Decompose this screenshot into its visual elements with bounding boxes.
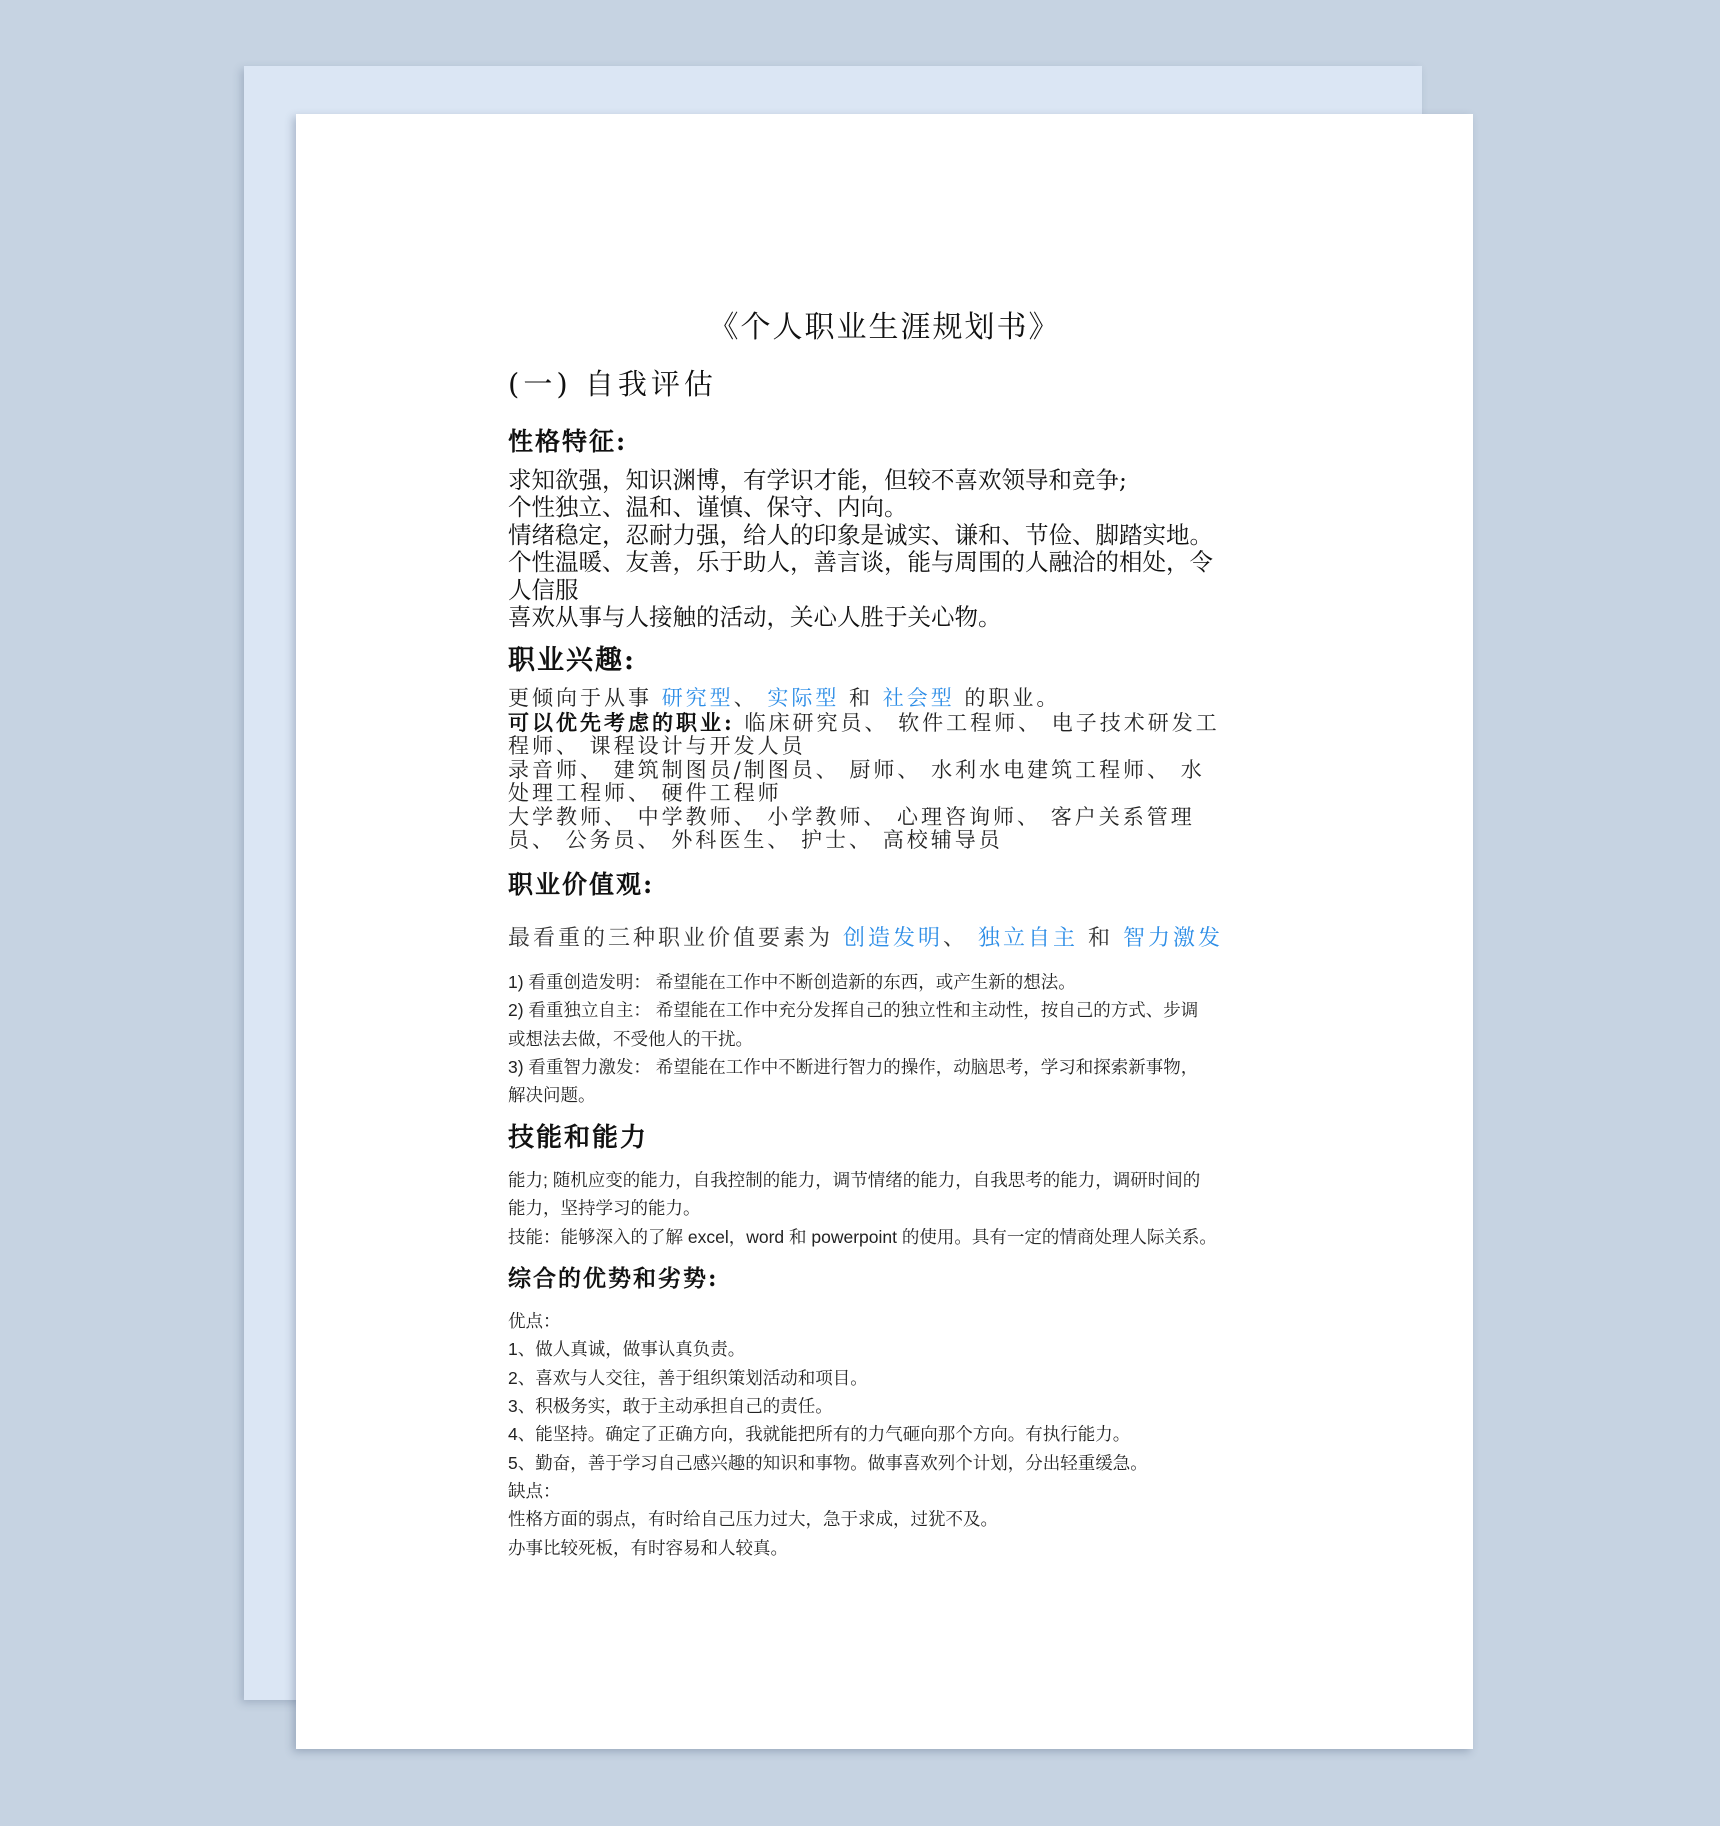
list-item: 或想法去做，不受他人的干扰。 [508, 1028, 753, 1049]
text-line: 人信服 [508, 575, 579, 604]
highlight-type: 实际型 [767, 686, 840, 710]
text-line: 求知欲强，知识渊博，有学识才能，但较不喜欢领导和竞争; [508, 466, 1127, 494]
skills-heading: 技能和能力 [508, 1123, 649, 1153]
highlight-type: 社会型 [882, 686, 955, 710]
careers-line: 程师、 课程设计与开发人员 [508, 734, 806, 758]
list-item: 2) 看重独立自主： 希望能在工作中充分发挥自己的独立性和主动性，按自己的方式、步调 [508, 1000, 1199, 1021]
text: 更倾向于从事 [508, 686, 662, 710]
highlight-value: 创造发明 [843, 926, 944, 951]
text-line: 技能：能够深入的了解 excel，word 和 powerpoint 的使用。具有一定的情商处理人际关系。 [508, 1226, 1217, 1247]
text: 、 [943, 926, 979, 951]
personality-heading: 性格特征: [508, 427, 628, 456]
list-item: 4、能坚持。确定了正确方向，我就能把所有的力气砸向那个方向。有执行能力。 [508, 1424, 1131, 1445]
highlight-value: 独立自主 [978, 926, 1079, 951]
careers-line [508, 711, 1220, 736]
text-line: 情绪稳定，忍耐力强，给人的印象是诚实、谦和、节俭、脚踏实地。 [508, 520, 1213, 549]
text-line: 能力，坚持学习的能力。 [508, 1198, 701, 1219]
text: 、 [733, 686, 768, 710]
text: 和 [839, 686, 883, 710]
list-item: 3、积极务实，敢于主动承担自己的责任。 [508, 1396, 833, 1417]
list-item: 解决问题。 [508, 1085, 596, 1106]
highlight-type: 研究型 [661, 686, 734, 710]
list-item: 5、勤奋，善于学习自己感兴趣的知识和事物。做事喜欢列个计划，分出轻重缓急。 [508, 1452, 1148, 1473]
list-item: 1) 看重创造发明： 希望能在工作中不断创造新的东西，或产生新的想法。 [508, 972, 1076, 992]
text-line: 能力; 随机应变的能力，自我控制的能力，调节情绪的能力，自我思考的能力，调研时间的 [508, 1170, 1201, 1190]
list-item: 1、做人真诚，做事认真负责。 [508, 1339, 746, 1360]
text-line: 个性独立、温和、谨慎、保守、内向。 [508, 493, 908, 522]
list-item: 性格方面的弱点，有时给自己压力过大，急于求成，过犹不及。 [508, 1509, 998, 1530]
careers-line: 大学教师、 中学教师、 小学教师、 心理咨询师、 客户关系管理 [508, 804, 1195, 829]
values-list [508, 968, 1198, 1110]
text-line: 缺点： [508, 1481, 561, 1502]
summary-text [508, 1307, 1148, 1562]
summary-heading: 综合的优势和劣势: [508, 1265, 719, 1292]
text: 的职业。 [954, 686, 1061, 710]
personality-text [508, 467, 1213, 631]
text-line: 个性温暖、友善，乐于助人，善言谈，能与周围的人融洽的相处，令 [508, 548, 1213, 577]
list-item: 2、喜欢与人交往，善于组织策划活动和项目。 [508, 1367, 868, 1388]
text: 最看重的三种职业价值要素为 [508, 926, 843, 951]
highlight-value: 智力激发 [1123, 926, 1224, 951]
list-item: 办事比较死板，有时容易和人较真。 [508, 1537, 788, 1558]
interest-intro [508, 687, 1220, 711]
list-item: 3) 看重智力激发： 希望能在工作中不断进行智力的操作，动脑思考，学习和探索新事物， [508, 1057, 1199, 1078]
skills-text [508, 1166, 1217, 1251]
careers-line: 处理工程师、 硬件工程师 [508, 781, 782, 805]
text-line: 喜欢从事与人接触的活动，关心人胜于关心物。 [508, 603, 1002, 632]
values-intro [508, 924, 1223, 954]
careers-line: 员、 公务员、 外科医生、 护士、 高校辅导员 [508, 828, 1003, 852]
document-page [296, 114, 1473, 1749]
document-title: 《个人职业生涯规划书》 [708, 310, 1061, 345]
section-heading: (一) 自我评估 [508, 367, 717, 401]
interest-heading: 职业兴趣: [508, 645, 636, 676]
values-heading: 职业价值观: [508, 870, 655, 899]
text: 临床研究员、 软件工程师、 电子技术研发工 [734, 710, 1220, 735]
careers-line: 录音师、 建筑制图员/制图员、 厨师、 水利水电建筑工程师、 水 [508, 757, 1205, 782]
text-line: 优点： [508, 1311, 561, 1331]
interest-text [508, 687, 1220, 853]
text: 和 [1078, 926, 1124, 951]
careers-label: 可以优先考虑的职业: [508, 709, 735, 735]
